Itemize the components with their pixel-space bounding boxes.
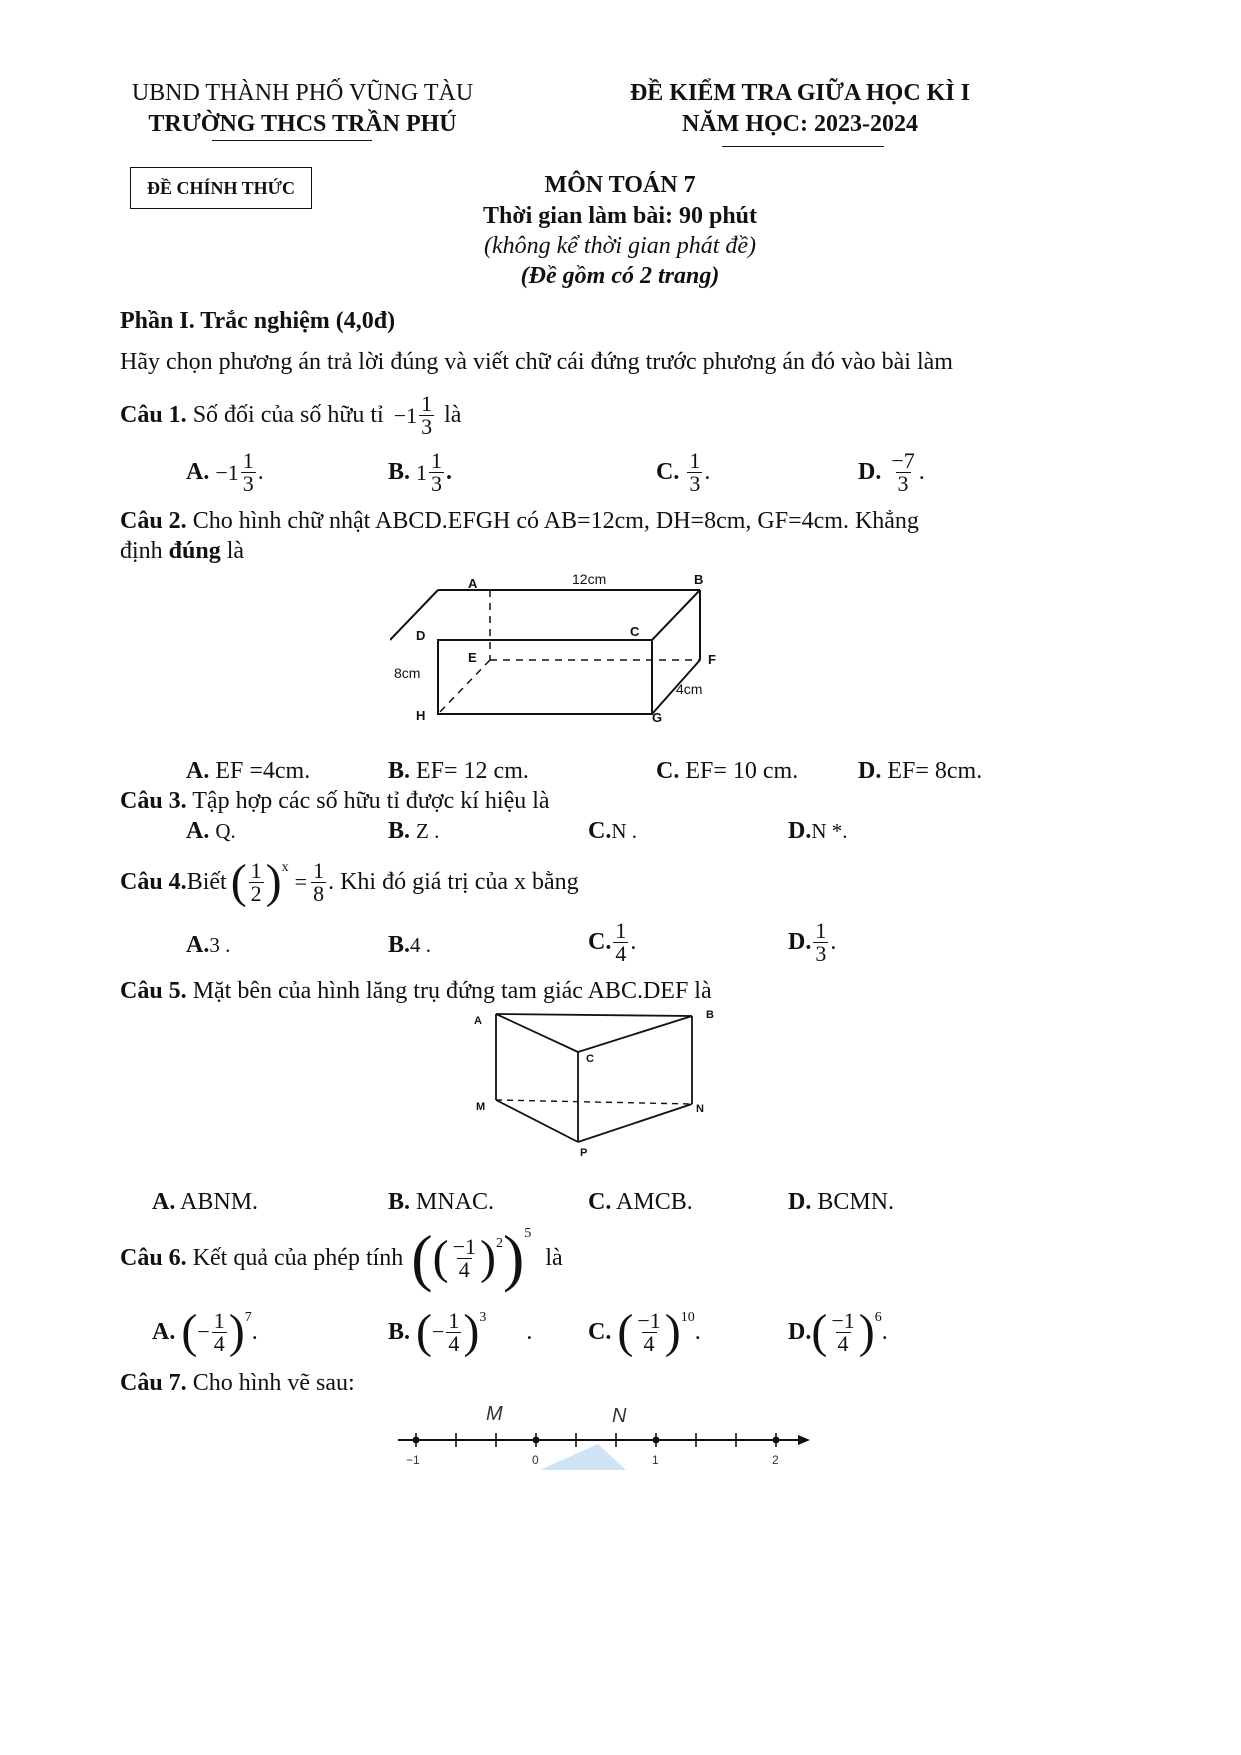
option-letter: C. — [656, 459, 680, 485]
num: 1 — [431, 448, 443, 473]
q6-option-c[interactable] — [588, 1302, 701, 1362]
question-4 — [120, 852, 579, 912]
tick-label-minus-1: −1 — [406, 1453, 420, 1467]
num: −1 — [637, 1307, 661, 1333]
label-f: F — [708, 652, 716, 667]
option-fraction — [829, 1307, 856, 1356]
den: 4 — [458, 1256, 470, 1282]
subject: MÔN TOÁN 7 — [544, 172, 696, 198]
option-fraction — [687, 450, 702, 495]
q6-option-a[interactable] — [152, 1302, 258, 1362]
option-letter: A. — [186, 459, 210, 485]
q2-text2-bold: đúng — [168, 538, 221, 564]
option-sign: − — [197, 1319, 210, 1344]
option-letter: B. — [388, 1318, 411, 1345]
header-right — [620, 80, 980, 138]
tick-label-1: 1 — [652, 1453, 659, 1467]
option-text: EF= 8cm. — [887, 758, 983, 784]
option-fraction — [613, 920, 628, 965]
q3-label: Câu 3. — [120, 788, 187, 814]
den: 8 — [313, 880, 325, 906]
left-paren: ( — [230, 855, 247, 908]
q1-label: Câu 1. — [120, 402, 187, 428]
q2-text: Cho hình chữ nhật ABCD.EFGH có AB=12cm, DH=8cm, GF=4cm. Khẳng — [192, 508, 919, 534]
q7-label: Câu 7. — [120, 1370, 187, 1396]
q6-text: Kết quả của phép tính — [192, 1244, 404, 1271]
question-6 — [120, 1222, 563, 1294]
q4-option-c[interactable] — [588, 920, 636, 965]
edge-bc — [652, 590, 700, 640]
option-letter: C. — [588, 818, 612, 844]
option-tail: . — [881, 1318, 888, 1345]
option-text: EF =4cm. — [215, 758, 311, 784]
den: 4 — [448, 1330, 460, 1356]
option-letter: C. — [588, 1318, 612, 1345]
exam-info — [380, 172, 860, 290]
option-letter: B. — [388, 459, 411, 485]
option-exponent: 7 — [244, 1310, 252, 1325]
option-letter: C. — [656, 758, 680, 784]
option-letter: C. — [588, 929, 612, 955]
q1-num: 1 — [421, 391, 433, 416]
den: 2 — [250, 880, 262, 906]
duration: Thời gian làm bài: 90 phút — [482, 203, 758, 229]
option-letter: A. — [186, 818, 210, 844]
option-tail: . — [251, 1318, 258, 1345]
option-fraction — [635, 1307, 662, 1356]
option-tail: . — [918, 459, 925, 485]
den: 3 — [242, 471, 254, 496]
q4-rhs-fraction — [311, 857, 326, 906]
option-tail: . — [526, 1318, 533, 1345]
den: 4 — [837, 1330, 849, 1356]
q6-label: Câu 6. — [120, 1244, 187, 1271]
left-paren: ( — [617, 1305, 634, 1358]
q5-label: Câu 5. — [120, 978, 187, 1004]
q6-option-d[interactable] — [788, 1302, 888, 1362]
num: 1 — [448, 1307, 460, 1333]
option-tail: . — [830, 929, 837, 955]
q5-option-c[interactable] — [588, 1189, 693, 1216]
q2-option-b[interactable] — [388, 758, 529, 785]
option-letter: A. — [186, 758, 210, 784]
q4-equals: = — [294, 869, 308, 894]
q5-option-b[interactable] — [388, 1189, 494, 1216]
q2-text-line2 — [120, 538, 244, 565]
left-paren: ( — [811, 1305, 828, 1358]
inner-right-paren: ) — [480, 1231, 496, 1284]
option-text: EF= 10 cm. — [685, 758, 799, 784]
outer-right-paren: ) — [503, 1222, 525, 1293]
q1-option-c[interactable] — [656, 450, 710, 495]
option-tail: . — [446, 459, 453, 485]
q3-text: Tập hợp các số hữu tỉ được kí hiệu là — [192, 788, 550, 814]
q1-fraction — [419, 393, 434, 438]
option-letter: D. — [858, 459, 882, 485]
label-h: H — [416, 708, 426, 723]
q4-option-b[interactable] — [388, 932, 431, 959]
point-1 — [653, 1437, 660, 1444]
option-fraction — [212, 1307, 227, 1356]
watermark-shape — [540, 1444, 626, 1470]
q4-exponent: x — [281, 860, 289, 875]
outer-left-paren: ( — [411, 1222, 433, 1293]
q4-option-d[interactable] — [788, 920, 836, 965]
option-letter: B. — [388, 932, 411, 958]
option-fraction — [889, 450, 916, 495]
option-letter: D. — [788, 1318, 812, 1345]
q2-text2-post: là — [220, 538, 245, 564]
num: 1 — [815, 918, 827, 943]
num: 1 — [615, 918, 627, 943]
q5-option-d[interactable] — [788, 1189, 894, 1216]
q3-option-d[interactable] — [788, 818, 848, 845]
inner-left-paren: ( — [432, 1231, 449, 1284]
left-paren: ( — [416, 1305, 432, 1358]
q2-label: Câu 2. — [120, 508, 187, 534]
question-3 — [120, 788, 550, 815]
q5-text: Mặt bên của hình lăng trụ đứng tam giác ABC.DEF là — [192, 978, 712, 1004]
option-letter: B. — [388, 818, 411, 844]
den: 4 — [643, 1330, 655, 1356]
cuboid-figure — [390, 566, 730, 732]
q3-option-a[interactable] — [186, 818, 236, 845]
option-fraction — [429, 450, 444, 495]
q6-outer-exponent: 5 — [524, 1226, 532, 1241]
prism-figure — [470, 1006, 730, 1158]
q1-suffix: là — [444, 402, 462, 428]
label-c: C — [586, 1053, 594, 1065]
den: 3 — [689, 471, 701, 496]
q6-inner-fraction — [451, 1233, 478, 1282]
q4-base-fraction — [249, 857, 264, 906]
right-paren: ) — [265, 855, 282, 908]
q5-option-a[interactable] — [152, 1189, 258, 1216]
label-n: N — [696, 1103, 704, 1115]
num: −1 — [831, 1307, 855, 1333]
label-n: N — [612, 1405, 627, 1427]
label-length-gf: 4cm — [676, 681, 703, 697]
option-letter: D. — [858, 758, 882, 784]
edge-ad — [390, 590, 438, 640]
option-whole: 1 — [416, 459, 428, 485]
option-letter: B. — [388, 1189, 411, 1215]
num: 1 — [689, 448, 701, 473]
label-e: E — [468, 650, 477, 665]
option-sign: − — [432, 1319, 445, 1344]
den: 3 — [431, 471, 443, 496]
option-exponent: 3 — [479, 1310, 487, 1325]
exam-title: ĐỀ KIỂM TRA GIỮA HỌC KÌ I — [629, 80, 971, 106]
option-exponent: 6 — [874, 1310, 882, 1325]
label-length-ab: 12cm — [572, 571, 607, 587]
q1-den: 3 — [421, 414, 433, 439]
right-paren: ) — [858, 1305, 875, 1358]
point-2 — [773, 1437, 780, 1444]
authority-name: UBND THÀNH PHỐ VŨNG TÀU — [131, 80, 474, 106]
option-letter: A. — [186, 932, 210, 958]
num: 1 — [250, 857, 262, 883]
edge-bc — [578, 1016, 692, 1052]
option-text: AMCB. — [616, 1189, 693, 1215]
question-7 — [120, 1370, 355, 1397]
label-a: A — [468, 576, 478, 591]
part1-instruction: Hãy chọn phương án trả lời đúng và viết chữ cái đứng trước phương án đó vào bài làm — [120, 349, 953, 375]
option-letter: D. — [788, 929, 812, 955]
option-fraction — [813, 920, 828, 965]
edge-ac — [496, 1014, 578, 1052]
part1-title: Phần I. Trắc nghiệm (4,0đ) — [120, 308, 396, 334]
option-text: 4 . — [410, 933, 432, 957]
option-text: BCMN. — [817, 1189, 895, 1215]
q1-mixed-whole: −1 — [393, 402, 418, 428]
point-0 — [533, 1437, 540, 1444]
label-p: P — [580, 1147, 588, 1158]
label-c: C — [630, 624, 640, 639]
num: 1 — [242, 448, 254, 473]
label-d: D — [416, 628, 426, 643]
hidden-edge-eh — [438, 660, 490, 714]
q3-option-c[interactable] — [588, 818, 637, 845]
question-2 — [120, 508, 919, 535]
q2-text2-pre: định — [120, 538, 169, 564]
option-letter: B. — [388, 758, 411, 784]
q1-text: Số đối của số hữu tỉ — [192, 402, 384, 428]
label-m: M — [476, 1101, 486, 1113]
right-paren: ) — [664, 1305, 681, 1358]
arrow-head-icon — [798, 1435, 810, 1445]
option-text: Q. — [215, 819, 236, 843]
q1-option-b[interactable] — [388, 450, 452, 495]
option-tail: . — [257, 459, 264, 485]
den: 4 — [213, 1330, 225, 1356]
num: 1 — [213, 1307, 225, 1333]
num: 1 — [313, 857, 325, 883]
edge-np — [578, 1104, 692, 1142]
q6-inner-exponent: 2 — [496, 1236, 503, 1251]
tick-label-0: 0 — [532, 1453, 539, 1467]
header-left — [130, 80, 475, 138]
q4-option-a[interactable] — [186, 932, 230, 959]
tick-label-2: 2 — [772, 1453, 779, 1467]
option-letter: A. — [152, 1318, 176, 1345]
right-paren: ) — [228, 1305, 245, 1358]
option-letter: A. — [152, 1189, 176, 1215]
option-text: N *. — [811, 819, 848, 843]
option-tail: . — [630, 929, 637, 955]
option-text: N . — [611, 819, 638, 843]
hidden-edge-mn — [496, 1100, 692, 1104]
header-left-underline — [212, 140, 372, 141]
edge-mp — [496, 1100, 578, 1142]
option-letter: D. — [788, 1189, 812, 1215]
q1-option-a[interactable] — [186, 450, 264, 495]
q4-text-post: . Khi đó giá trị của x bằng — [328, 868, 579, 895]
den: 3 — [815, 941, 827, 966]
official-stamp: ĐỀ CHÍNH THỨC — [130, 167, 312, 209]
q2-option-a[interactable] — [186, 758, 310, 785]
option-text: MNAC. — [416, 1189, 495, 1215]
option-text: ABNM. — [180, 1189, 259, 1215]
pages-note: (Đề gồm có 2 trang) — [520, 263, 720, 289]
right-paren: ) — [463, 1305, 480, 1358]
q4-label: Câu 4. — [120, 868, 187, 895]
left-paren: ( — [181, 1305, 198, 1358]
num: −1 — [452, 1233, 477, 1259]
num: −7 — [891, 448, 915, 473]
q2-option-d[interactable] — [858, 758, 982, 785]
option-tail: . — [694, 1318, 701, 1345]
option-text: EF= 12 cm. — [416, 758, 529, 784]
duration-note: (không kể thời gian phát đề) — [483, 233, 757, 259]
option-tail: . — [704, 459, 711, 485]
number-line-figure — [390, 1398, 820, 1478]
option-letter: C. — [588, 1189, 612, 1215]
label-g: G — [652, 710, 663, 725]
option-text: 3 . — [209, 933, 231, 957]
label-b: B — [706, 1009, 714, 1021]
option-letter: D. — [788, 818, 812, 844]
label-length-dh: 8cm — [394, 665, 421, 681]
q1-option-d[interactable] — [858, 450, 925, 495]
q6-option-b[interactable] — [388, 1302, 532, 1362]
option-text: Z . — [416, 819, 440, 843]
label-a: A — [474, 1015, 482, 1027]
q2-option-c[interactable] — [656, 758, 798, 785]
den: 4 — [615, 941, 627, 966]
option-fraction — [446, 1307, 461, 1356]
school-name: TRƯỜNG THCS TRẦN PHÚ — [148, 111, 457, 137]
den: 3 — [897, 471, 909, 496]
option-fraction — [241, 450, 256, 495]
option-whole: −1 — [215, 459, 239, 485]
label-b: B — [694, 572, 704, 587]
q7-text: Cho hình vẽ sau: — [192, 1370, 355, 1396]
q3-option-b[interactable] — [388, 818, 439, 845]
label-m: M — [486, 1403, 503, 1425]
q4-text-pre: Biết — [186, 868, 227, 895]
school-year: NĂM HỌC: 2023-2024 — [682, 111, 918, 137]
question-5 — [120, 978, 712, 1005]
edge-ab — [496, 1014, 692, 1016]
header-right-underline — [722, 146, 884, 147]
q6-suffix: là — [545, 1244, 563, 1271]
point-minus-1 — [413, 1437, 420, 1444]
option-exponent: 10 — [680, 1310, 695, 1325]
question-1 — [120, 393, 461, 438]
